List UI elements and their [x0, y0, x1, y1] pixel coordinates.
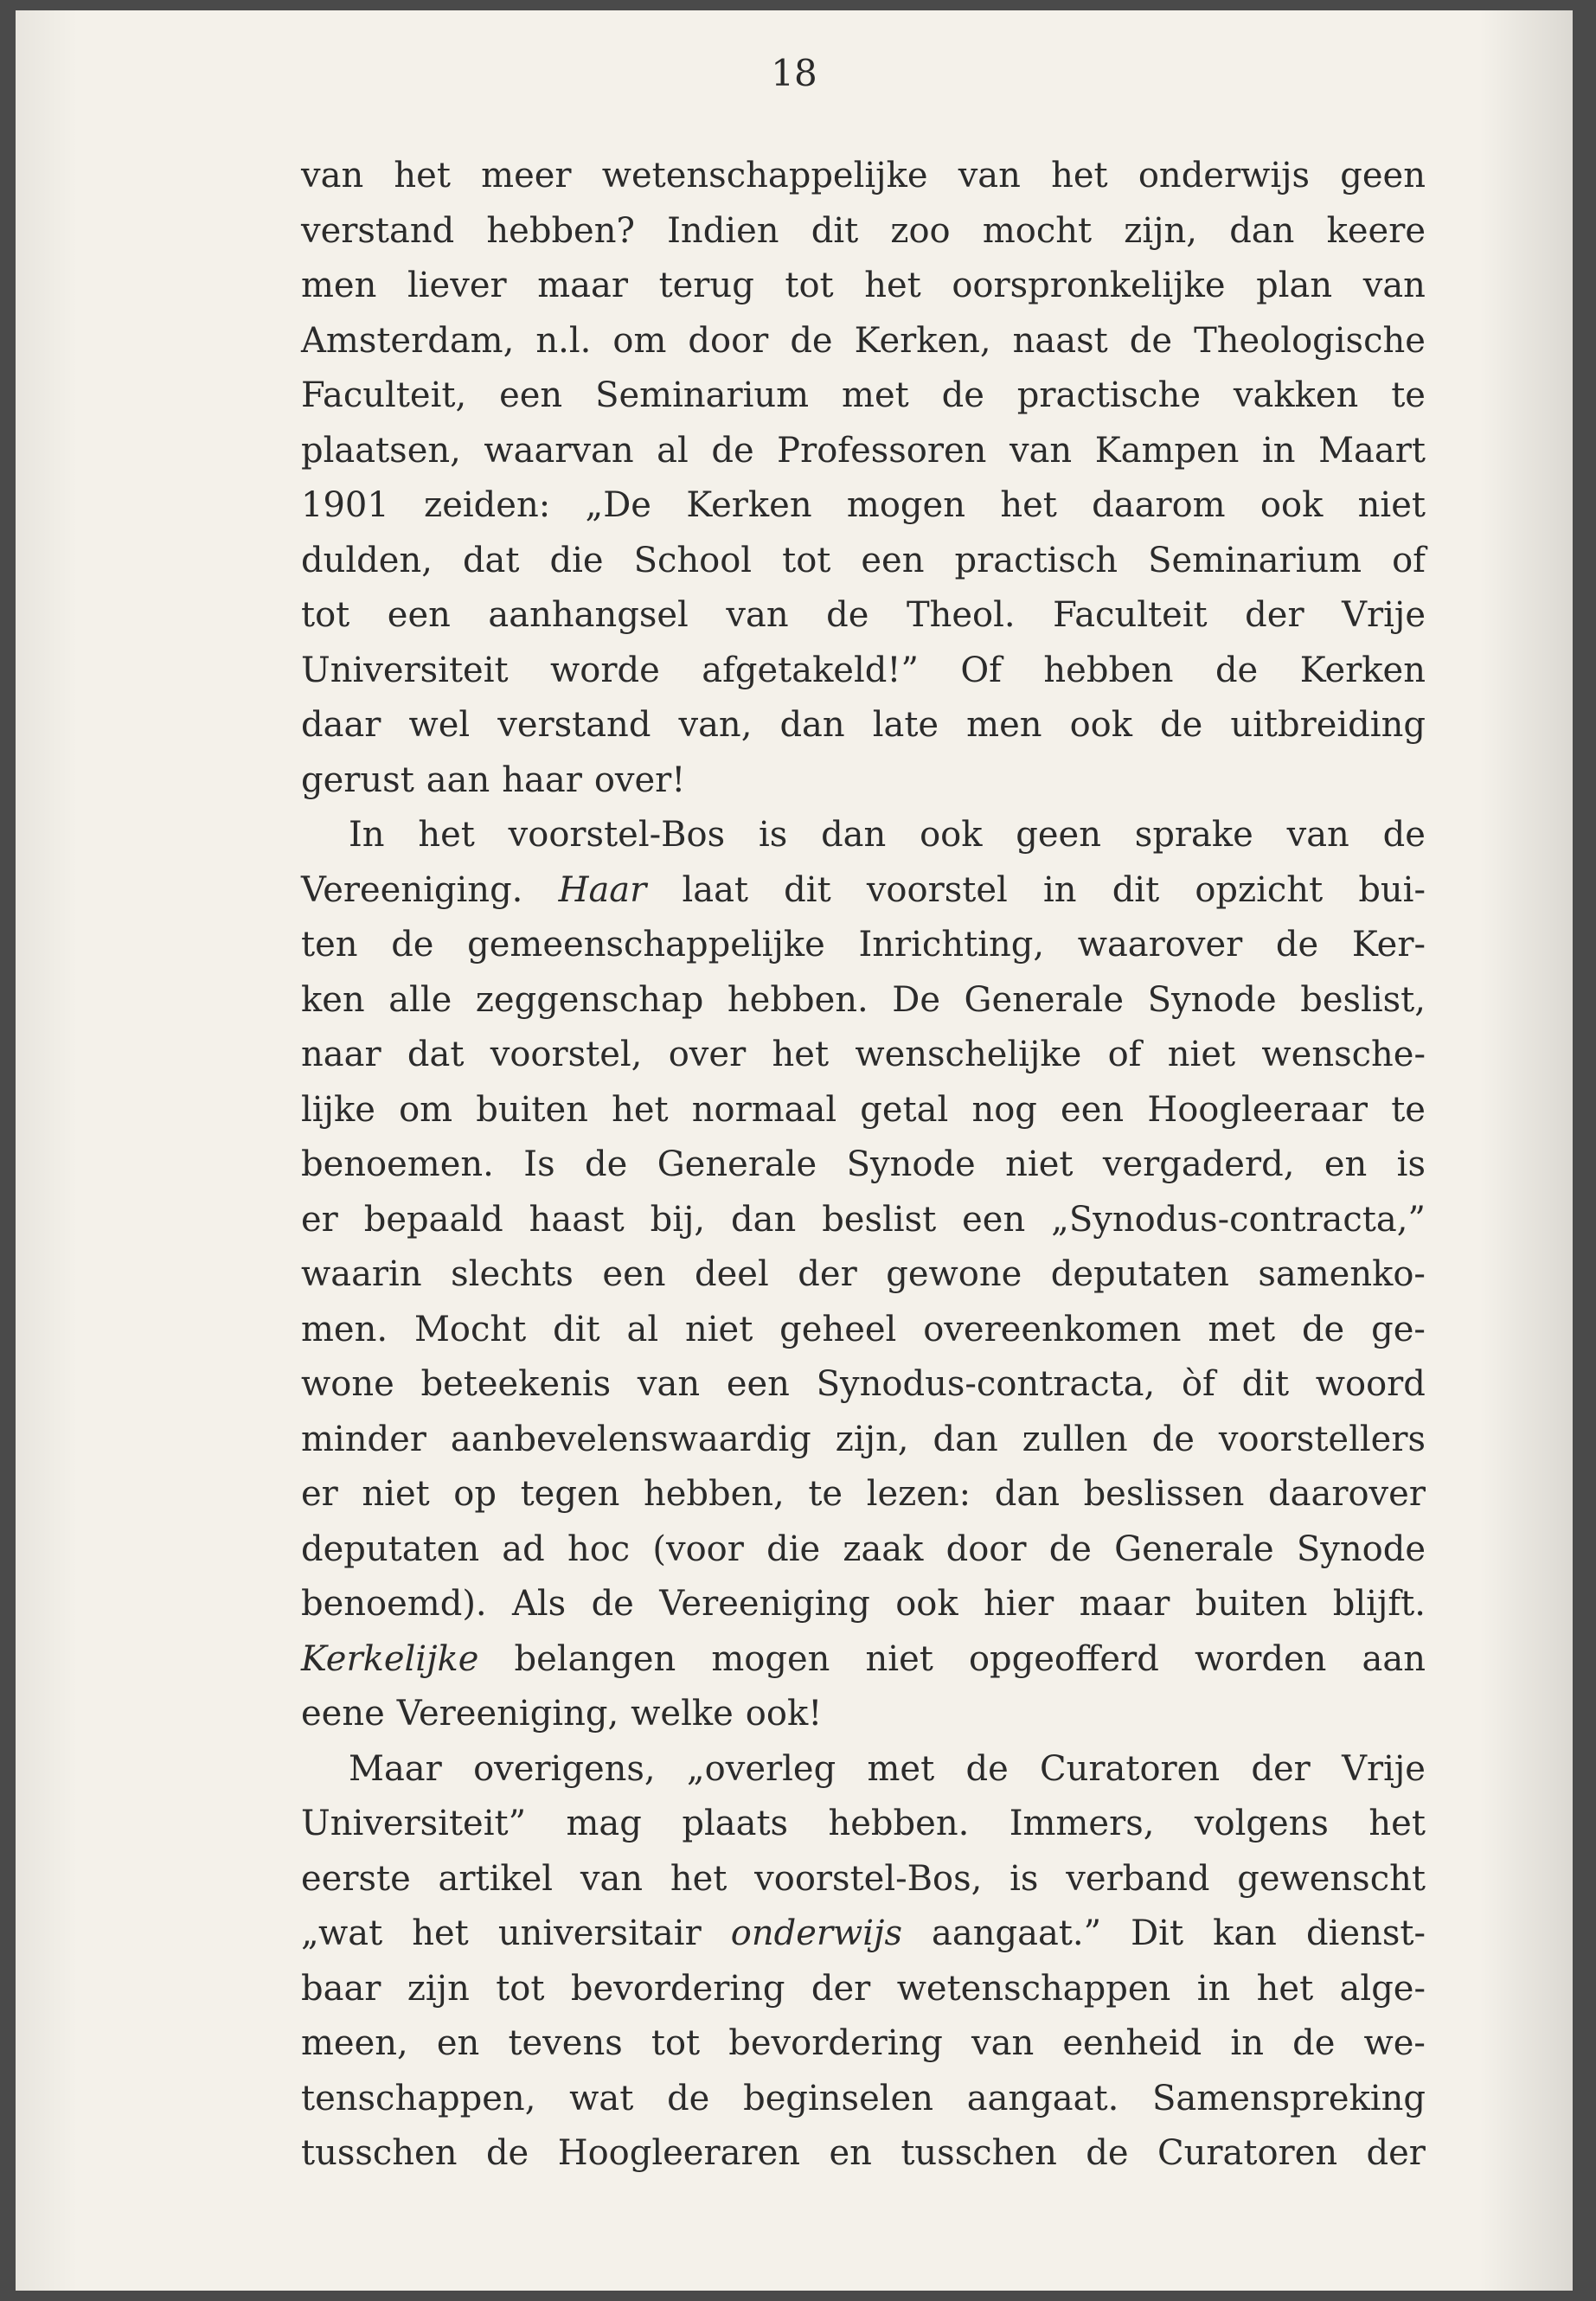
text-line: Universiteit worde afgetakeld!” Of hebben de Kerken	[301, 650, 1426, 690]
text-line: baar zijn tot bevordering der wetenschappen in het alge-	[301, 1968, 1426, 2009]
text-line: „wat het universitair onderwijs aangaat.” Dit kan dienst-	[301, 1913, 1426, 1953]
text-line: 1901 zeiden: „De Kerken mogen het daarom ook niet	[301, 485, 1426, 525]
text-line: Vereeniging. Haar laat dit voorstel in dit opzicht bui-	[301, 869, 1426, 910]
text-line: minder aanbevelenswaardig zijn, dan zullen de voorstellers	[301, 1419, 1426, 1459]
text-line: dulden, dat die School tot een practisch Seminarium of	[301, 540, 1426, 580]
book-page	[16, 10, 1573, 2291]
text-line: tenschappen, wat de beginselen aangaat. Samenspreking	[301, 2078, 1426, 2118]
text-line: benoemd). Als de Vereeniging ook hier maar buiten blijft.	[301, 1584, 1426, 1624]
text-line: ken alle zeggenschap hebben. De Generale Synode beslist,	[301, 979, 1426, 1020]
page-number: 18	[771, 52, 817, 94]
text-line: Universiteit” mag plaats hebben. Immers, volgens het	[301, 1804, 1426, 1843]
text-line: van het meer wetenschappelijke van het onderwijs geen	[301, 156, 1426, 195]
text-line: tusschen de Hoogleeraren en tusschen de Curatoren der	[301, 2133, 1426, 2173]
text-line: verstand hebben? Indien dit zoo mocht zijn, dan keere	[301, 210, 1426, 251]
text-line: plaatsen, waarvan al de Professoren van Kampen in Maart	[301, 430, 1426, 471]
text-line: er bepaald haast bij, dan beslist een „Synodus-contracta,”	[301, 1199, 1426, 1240]
text-line: benoemen. Is de Generale Synode niet vergaderd, en is	[301, 1144, 1426, 1184]
text-line: Faculteit, een Seminarium met de practische vakken te	[301, 375, 1426, 415]
text-line: er niet op tegen hebben, te lezen: dan beslissen daarover	[301, 1474, 1426, 1514]
text-line: In het voorstel-Bos is dan ook geen sprake van de	[349, 815, 1426, 855]
text-line: eerste artikel van het voorstel-Bos, is verband gewenscht	[301, 1858, 1426, 1899]
text-line: tot een aanhangsel van de Theol. Faculteit der Vrije	[301, 595, 1426, 635]
body-text	[301, 149, 1426, 2182]
text-line: men. Mocht dit al niet geheel overeenkomen met de ge-	[301, 1309, 1426, 1349]
text-line: Kerkelijke belangen mogen niet opgeofferd worden aan	[301, 1638, 1426, 1679]
text-line: gerust aan haar over!	[301, 760, 686, 800]
text-line: wone beteekenis van een Synodus-contracta, òf dit woord	[301, 1364, 1426, 1404]
text-line: eene Vereeniging, welke ook!	[301, 1694, 823, 1734]
text-line: naar dat voorstel, over het wenschelijke of niet wensche-	[301, 1035, 1426, 1074]
text-line: ten de gemeenschappelijke Inrichting, waarover de Ker-	[301, 925, 1426, 965]
text-line: daar wel verstand van, dan late men ook de uitbreiding	[301, 705, 1426, 745]
text-line: Amsterdam, n.l. om door de Kerken, naast de Theologische	[301, 320, 1426, 361]
text-line: Maar overigens, „overleg met de Curatoren der Vrije	[349, 1748, 1426, 1789]
text-line: men liever maar terug tot het oorspronkelijke plan van	[301, 266, 1426, 305]
text-line: lijke om buiten het normaal getal nog een Hoogleeraar te	[301, 1089, 1426, 1130]
text-line: deputaten ad hoc (voor die zaak door de Generale Synode	[301, 1529, 1426, 1569]
text-line: waarin slechts een deel der gewone deputaten samenko-	[301, 1254, 1426, 1294]
text-line: meen, en tevens tot bevordering van eenheid in de we-	[301, 2023, 1426, 2063]
